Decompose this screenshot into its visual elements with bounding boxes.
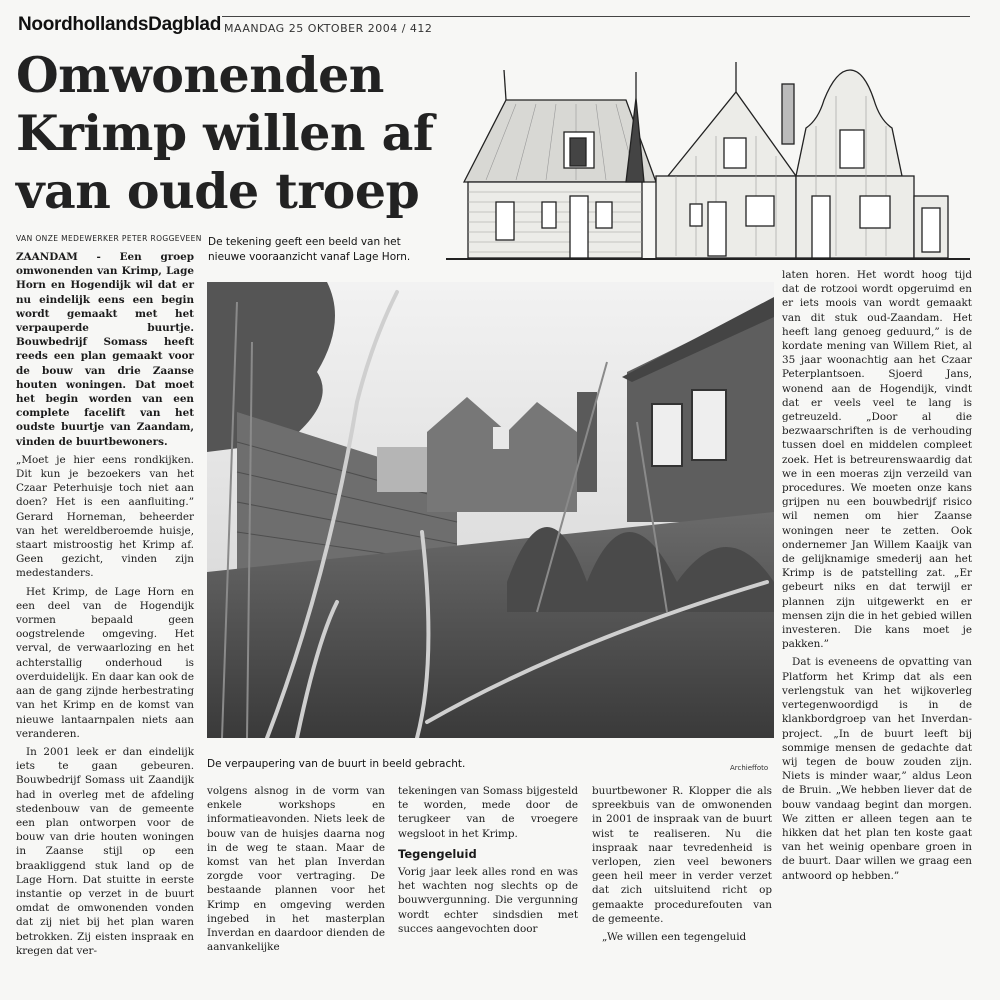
subheading: Tegengeluid — [398, 846, 477, 861]
drawing-caption: De tekening geeft een beeld van het nieuwe vooraanzicht vanaf Lage Horn. — [208, 236, 411, 263]
byline: VAN ONZE MEDEWERKER PETER ROGGEVEEN — [16, 234, 202, 243]
article-column-1 — [16, 250, 194, 962]
paragraph: Het Krimp, de Lage Horn en een deel van de Hogendijk vormen bepaald geen oogstrelende omgeving. Het verval, de verwaarlozing en het achterstallig onderhoud is overduidelijk. En daar kan ook de aan de gang zijnde herbestrating van het Krimp en de komst van nieuwe lantaarnpalen niets aan veranderen. — [16, 585, 194, 740]
paragraph: Dat is eveneens de opvatting van Platform het Krimp dat als een verlengstuk van het wijkoverleg vertegenwoordigd is in de klankbordgroep van het Inverdan-project. „In de buurt leeft bij sommige mensen de gedachte dat wij tegen de bouw zouden zijn. Niets is minder waar,” aldus Leon de Bruin. „We hebben liever dat de bouw vandaag begint dan morgen. We zitten er alleen tegen aan te hikken dat het plan ten koste gaat van het weinig openbare groen in de buurt. Daar willen we graag een antwoord op hebben.” — [782, 656, 972, 882]
architectural-drawing — [446, 56, 970, 264]
paragraph: „Moet je hier eens rondkijken. Dit kun je bezoekers van het Czaar Peterhuisje toch niet aan doen? Het is een aanfluiting.” Gerard Horneman, beheerder van het wereldberoemde huisje, staart mistroostig het Krimp af. Geen gezicht, vinden zijn medestanders. — [16, 453, 194, 580]
lead-dateline: ZAANDAM - — [16, 251, 101, 263]
article-column-4 — [592, 784, 772, 948]
headline-line-2: Krimp willen af — [16, 104, 434, 162]
headline-line-1: Omwonenden — [16, 46, 384, 104]
article-column-5 — [782, 268, 972, 887]
article-column-3 — [398, 784, 578, 940]
photo-credit: Archieffoto — [730, 764, 769, 772]
lead-paragraph: Een groep omwonenden van Krimp, Lage Horn en Hogendijk wil dat er nu eindelijk eens een begin wordt gemaakt met het verpauperde buurtje. Bouwbedrijf Somass heeft reeds een plan gemaakt voor de bouw van drie Zaanse houten woningen. Dat moet het begin worden van een complete facelift van het oudste buurtje van Zaandam, vinden de buurtbewoners. — [16, 251, 194, 448]
neighbourhood-photo — [207, 282, 774, 738]
paragraph: In 2001 leek er dan eindelijk iets te gaan gebeuren. Bouwbedrijf Somass uit Zaandijk had in overleg met de afdeling stedenbouw van de gemeente een plan ontworpen voor de bouw van drie houten woningen in Zaanse stijl op een braakliggend stuk land op de Lage Horn. Dat stuitte in eerste instantie op verzet in de buurt omdat de omwonenden vonden dat zij niet bij het plan waren betrokken. Zij eisten inspraak en kregen dat ver- — [16, 745, 194, 957]
paragraph: tekeningen van Somass bijgesteld te worden, mede door de terugkeer van de vroegere wegsloot in het Krimp. — [398, 785, 578, 840]
paragraph: laten horen. Het wordt hoog tijd dat de rotzooi wordt opgeruimd en er iets moois van wordt gemaakt van dit stuk oud-Zaandam. Het heeft lang genoeg geduurd,” is de kordate mening van Willem Riet, al 35 jaar woonachtig aan het Czaar Peterplantsoen. Sjoerd Jans, wonend aan de Hogendijk, vindt dat er veels veel te lang is getreuzeld. „Door al die bezwaarschriften is de verhouding tussen doel en middelen compleet zoek. Het is betreurenswaardig dat we in een moeras zijn verzeild van procedures. We moeten onze kans grijpen nu een bouwbedrijf risico wil nemen om hier Zaanse woningen neer te zetten. Ook ondernemer Jan Willem Kaaijk van de gelijknamige smederij aan het Krimp is de patstelling zat. „Er gebeurt niks en dat terwijl er plannen zijn uitgewerkt en er mensen zijn die in het gebied willen investeren. Die kans moet je pakken.” — [782, 269, 972, 651]
headline — [16, 46, 456, 220]
paragraph: Vorig jaar leek alles rond en was het wachten nog slechts op de bouwvergunning. Die vergunning wordt echter sindsdien met succes aangevochten door — [398, 866, 578, 935]
headline-line-3: van oude troep — [16, 162, 420, 220]
dateline: MAANDAG 25 OKTOBER 2004 / 412 — [224, 22, 433, 35]
article-column-2 — [207, 784, 385, 958]
paragraph: buurtbewoner R. Klopper die als spreekbuis van de omwonenden in 2001 de inspraak van de buurt wist te realiseren. Nu die inspraak naar tevredenheid is verlopen, zien veel bewoners geen heil meer in verder verzet dat zich uitsluitend richt op gemaakte procedurefouten van de gemeente. — [592, 785, 772, 925]
masthead-rule — [222, 16, 970, 17]
masthead: NoordhollandsDagblad — [18, 14, 222, 35]
paragraph: „We willen een tegengeluid — [602, 931, 747, 944]
paragraph: volgens alsnog in de vorm van enkele workshops en informatieavonden. Niets leek de bouw van de huisjes daarna nog in de weg te staan. Maar de komst van het plan Inverdan zorgde voor vertraging. De bestaande plannen voor het Krimp en omgeving werden ingebed in het masterplan Inverdan en daardoor dienden de aanvankelijke — [207, 785, 385, 954]
photo-caption: De verpaupering van de buurt in beeld gebracht. — [207, 758, 466, 770]
